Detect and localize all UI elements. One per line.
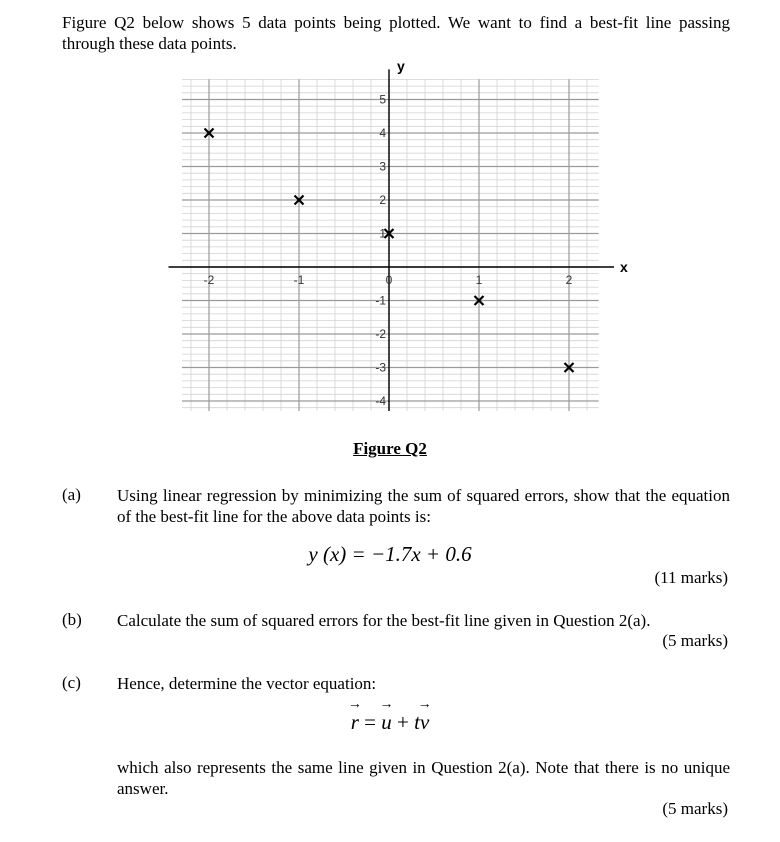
y-tick-label: -2 bbox=[375, 327, 386, 341]
x-tick-label: 2 bbox=[565, 273, 573, 287]
y-tick-label: 5 bbox=[379, 92, 386, 107]
vector-u: → u bbox=[381, 710, 392, 735]
regression-equation: y (x) = −1.7x + 0.6 bbox=[308, 542, 472, 566]
major-grid bbox=[182, 79, 599, 411]
x-tick-label: 0 bbox=[385, 273, 393, 287]
question-b-marks: (5 marks) bbox=[662, 631, 728, 650]
vector-eq-sign: = bbox=[358, 710, 382, 734]
x-tick-label: 1 bbox=[475, 273, 483, 287]
vector-equation bbox=[0, 710, 780, 735]
y-tick-label: -4 bbox=[375, 394, 386, 408]
y-tick-label: -3 bbox=[375, 360, 386, 375]
vector-v: → v bbox=[420, 710, 429, 735]
vector-r: → r bbox=[351, 710, 359, 735]
question-a-equation bbox=[0, 542, 780, 567]
question-b-text: Calculate the sum of squared errors for the best-fit line given in Question 2(a). bbox=[117, 611, 651, 630]
x-axis-label: x bbox=[620, 259, 628, 275]
scatter-figure bbox=[166, 58, 628, 420]
question-a-text: Using linear regression by minimizing the sum of squared errors, show that the equation of the best-fit line for the above data points is: bbox=[117, 486, 730, 526]
minor-grid bbox=[182, 79, 599, 411]
question-a-marks: (11 marks) bbox=[654, 568, 728, 587]
intro-paragraph: Figure Q2 below shows 5 data points being plotted. We want to find a best-fit line passing through these data points. bbox=[62, 13, 730, 53]
x-tick-label: -2 bbox=[203, 273, 215, 287]
y-tick-label: 4 bbox=[379, 126, 386, 140]
y-tick-label: 2 bbox=[379, 193, 386, 207]
x-tick-label: -1 bbox=[293, 273, 305, 287]
question-c-text-2: which also represents the same line given in Question 2(a). Note that there is no unique answer. bbox=[117, 758, 730, 798]
vector-plus-sign: + bbox=[391, 710, 415, 734]
question-a-label: (a) bbox=[62, 485, 81, 504]
question-c-text: Hence, determine the vector equation: bbox=[117, 674, 377, 693]
figure-caption: Figure Q2 bbox=[353, 439, 427, 458]
vector-t: t bbox=[414, 710, 420, 734]
question-c-label: (c) bbox=[62, 673, 81, 692]
question-c-marks: (5 marks) bbox=[662, 799, 728, 818]
y-tick-label: -1 bbox=[375, 293, 386, 308]
question-b-label: (b) bbox=[62, 610, 82, 629]
y-tick-label: 1 bbox=[379, 226, 386, 241]
y-axis-label: y bbox=[397, 58, 405, 75]
y-tick-label: 3 bbox=[379, 159, 386, 174]
